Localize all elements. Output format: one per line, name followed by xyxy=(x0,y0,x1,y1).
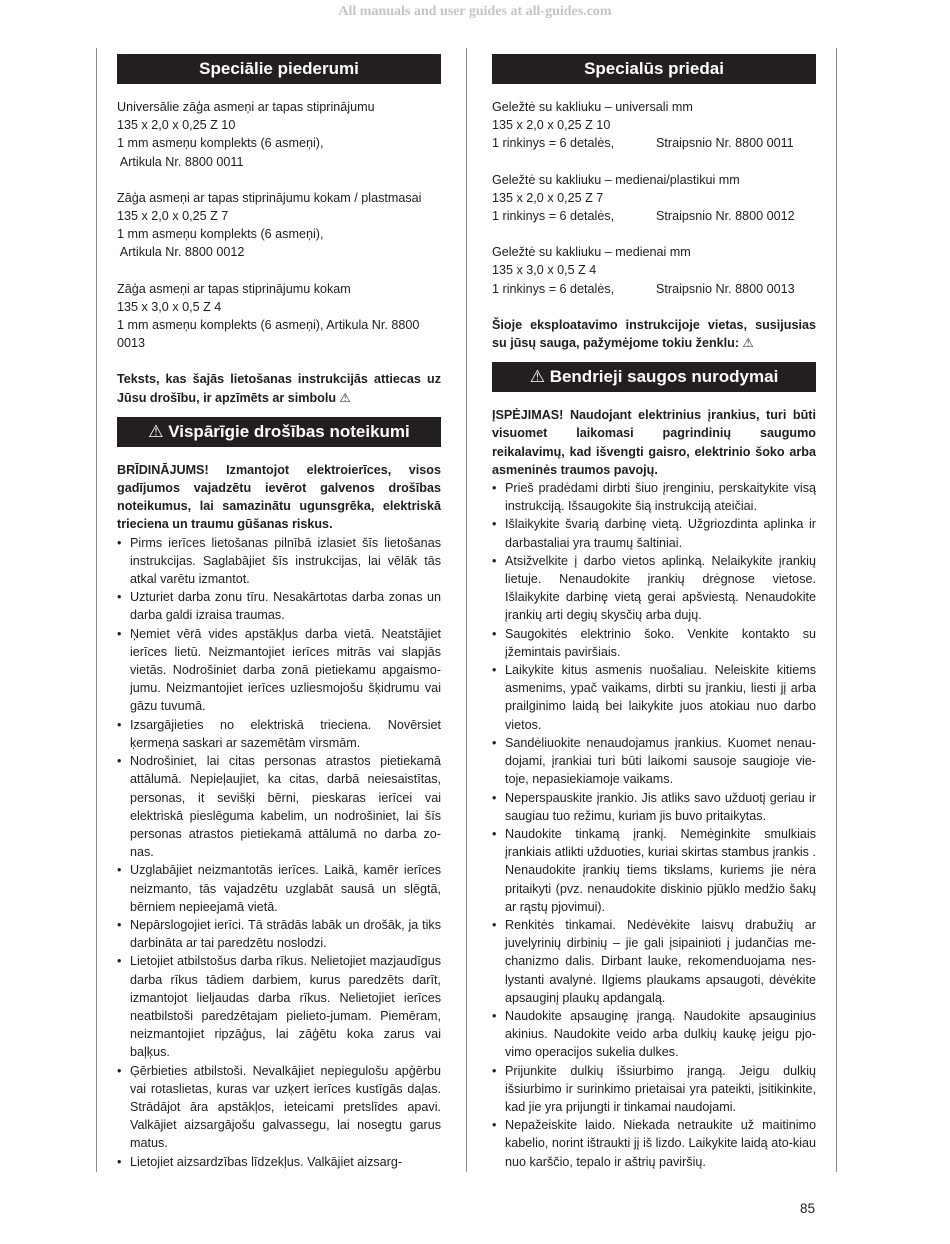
accessory-item xyxy=(492,243,816,298)
accessory-set: 1 mm asmeņu komplekts (6 asmeņi), Artikula Nr. 8800 0013 xyxy=(117,318,420,351)
list-item: • Prijunkite dulkių išsiurbimo įrangą. Jeigu dulkių išsiurbimo ir surinkimo prietaisai yra pateikti, įsitikinkite, kad jie yra prijungti ir tinkamai naudojami. xyxy=(492,1062,816,1117)
list-item: • Nepārslogojiet ierīci. Tā strādās labāk un drošāk, ja tiks darbināta ar tai paredzētu noslodzi. xyxy=(117,916,441,952)
accessory-dimensions: 135 x 3,0 x 0,5 Z 4 xyxy=(117,299,222,314)
accessory-item xyxy=(492,171,816,226)
accessory-set-row xyxy=(492,280,816,298)
list-item: • Atsižvelkite į darbo vietos aplinką. Nelaikykite įrankių lietuje. Nenaudokite įrankių drėgnose vietose. Išlaikykite darbinę vietą gerai apšviestą. Nenaudokite įrankių arti degių skysčių arba dujų. xyxy=(492,552,816,625)
warning-intro: BRĪDINĀJUMS! Izmantojot elektroierīces, visos gadījumos vajadzētu ievērot galvenos drošības noteikumus, lai samazinātu ugunsgrēka, elektriskā trieciena un traumu gūšanas riskus. xyxy=(117,462,441,532)
list-item: • Naudokite apsauginę įrangą. Naudokite apsauginius akinius. Naudokite veido arba dulkių kaukę jeigu pjo-vimo operacijos sukelia dulkes. xyxy=(492,1007,816,1062)
list-item: • Sandėliuokite nenaudojamus įrankius. Kuomet nenau-dojami, įrankiai turi būti laikomi sausoje saugioje vie-toje, nepasiekiamoje vaikams. xyxy=(492,734,816,789)
watermark: All manuals and user guides at all-guides.com xyxy=(338,4,612,19)
accessory-title: Geležtė su kakliuku – medienai mm xyxy=(492,245,691,260)
list-item: • Saugokitės elektrinio šoko. Venkite kontakto su įžemintais paviršiais. xyxy=(492,625,816,661)
accessory-title: Zāģa asmeņi ar tapas stiprinājumu kokam / plastmasai xyxy=(117,190,422,205)
list-item: • Izsargājieties no elektriskā trieciena. Novērsiet ķermeņa saskari ar sazemētām virsmām. xyxy=(117,716,441,752)
accessory-article: Artikula Nr. 8800 0011 xyxy=(117,154,244,169)
accessory-set: 1 rinkinys = 6 detalės, xyxy=(492,209,615,224)
accessory-set-row xyxy=(492,207,816,225)
accessory-article: Straipsnio Nr. 8800 0011 xyxy=(656,136,794,151)
list-item: • Lietojiet atbilstošus darba rīkus. Nelietojiet mazjaudīgus darba rīkus tādiem darbiem, kurus paredzēts darīt, izmantojot lieljaudas darba rīkus. Nelietojiet ierīces neatbilstoši paredzētajam pielieto-jumam. Piemēram, neizmantojiet ripzāģus, lai zāģētu koka zarus vai baļķus. xyxy=(117,952,441,1061)
accessory-title: Geležtė su kakliuku – medienai/plastikui mm xyxy=(492,172,740,187)
accessory-article: Artikula Nr. 8800 0012 xyxy=(117,245,245,260)
list-item: • Neperspauskite įrankio. Jis atliks savo užduotį geriau ir saugiau tuo režimu, kuriam jis buvo pritaikytas. xyxy=(492,789,816,825)
accessory-article: Straipsnio Nr. 8800 0012 xyxy=(656,209,795,224)
safety-notice-text: Šioje eksploatavimo instrukcijoje vietas, susijusias su jūsų sauga, pažymėjome tokiu ženklu: xyxy=(492,317,816,351)
column-rule-left xyxy=(96,48,97,1172)
accessory-title: Geležtė su kakliuku – universali mm xyxy=(492,100,693,114)
column-rule-middle xyxy=(466,48,467,1172)
column-rule-right xyxy=(836,48,837,1172)
list-item: • Ņemiet vērā vides apstākļus darba vietā. Neatstājiet ierīces lietū. Neizmantojiet ierīces mitrās vai slapjās vietās. Nodrošiniet darba zonā pietiekamu apgaismo-jumu. Neizmantojiet ierīces uzliesmojošu šķidrumu vai gāzu tuvumā. xyxy=(117,625,441,716)
safety-notice-text: Teksts, kas šajās lietošanas instrukcijās attiecas uz Jūsu drošību, ir apzīmēts ar simbolu xyxy=(117,372,441,405)
accessory-set: 1 rinkinys = 6 detalės, xyxy=(492,136,615,151)
list-item: • Laikykite kitus asmenis nuošaliau. Neleiskite kitiems asmenims, ypač vaikams, dirbti su įrankiu, liesti jį arba prailginimo laidą bei laikykite juos atokiau nuo darbo vietos. xyxy=(492,661,816,734)
list-item: • Nodrošiniet, lai citas personas atrastos pietiekamā attālumā. Nepieļaujiet, ka citas, darbā neiesaistītas, personas, it sevišķi bērni, pieskaras ierīcei vai elektriskā pieslēguma kabelim, un nodrošiniet, lai šīs personas atrastos pietiekamā attālumā no darba zo-nas. xyxy=(117,752,441,861)
accessory-set: 1 mm asmeņu komplekts (6 asmeņi), xyxy=(117,136,324,151)
list-item: • Pirms ierīces lietošanas pilnībā izlasiet šīs lietošanas instrukcijas. Saglabājiet šīs instrukcijas, lai vēlāk tās atkal varētu izmantot. xyxy=(117,534,441,589)
list-item: • Išlaikykite švarią darbinę vietą. Užgriozdinta aplinka ir darbastaliai yra traumų šaltiniai. xyxy=(492,515,816,551)
list-item: • Renkitės tinkamai. Nedėvėkite laisvų drabužių ar juvelyrinių dirbinių – jie gali įsipainioti į judančias me-chanizmo dalis. Dirbant lauke, rekomenduojama nes-lystanti avalynė. Ilgiems plaukams apsaugoti, dėvėkite apsauginį plaukų apdangalą. xyxy=(492,916,816,1007)
safety-heading-text: Bendrieji saugos nurodymai xyxy=(549,367,779,387)
safety-notice xyxy=(492,316,816,352)
right-column xyxy=(492,54,816,1171)
accessory-dimensions: 135 x 2,0 x 0,25 Z 7 xyxy=(492,190,604,205)
safety-heading-text: Vispārīgie drošības noteikumi xyxy=(168,421,410,441)
list-item: • Nepažeiskite laido. Niekada netraukite už maitinimo kabelio, norint ištraukti jį iš lizdo. Laikykite laidą ato-kiau nuo karščio, tepalo ir aštrių paviršių. xyxy=(492,1116,816,1171)
list-item: • Uzturiet darba zonu tīru. Nesakārtotas darba zonas un darba galdi izraisa traumas. xyxy=(117,588,441,624)
safety-heading xyxy=(492,362,816,392)
accessory-item xyxy=(117,189,441,262)
safety-heading xyxy=(117,417,441,447)
list-item: • Lietojiet aizsardzības līdzekļus. Valkājiet aizsarg- xyxy=(117,1153,441,1171)
left-column xyxy=(117,54,441,1171)
accessory-dimensions: 135 x 2,0 x 0,25 Z 10 xyxy=(492,118,611,133)
accessory-dimensions: 135 x 3,0 x 0,5 Z 4 xyxy=(492,263,597,278)
safety-list xyxy=(492,479,816,1171)
accessory-dimensions: 135 x 2,0 x 0,25 Z 7 xyxy=(117,209,229,224)
accessories-heading: Specialūs priedai xyxy=(492,54,816,84)
accessory-title: Universālie zāģa asmeņi ar tapas stiprinājumu xyxy=(117,100,375,114)
list-item: • Uzglabājiet neizmantotās ierīces. Laikā, kamēr ierīces neizmanto, tās vajadzētu uzglabāt sausā un slēgtā, bērniem nepieejamā vietā. xyxy=(117,861,441,916)
warning-icon: ⚠ xyxy=(529,367,545,387)
list-item: • Ģērbieties atbilstoši. Nevalkājiet nepiegulošu apģērbu vai rotaslietas, kuras var uzķert ierīces kustīgās daļas. Strādājot āra apstākļos, ieteicami pretslīdes apavi. Valkājiet aizsargājošu galvassegu, lai nosegtu garus matus. xyxy=(117,1062,441,1153)
warning-icon: ⚠ xyxy=(339,390,351,405)
accessory-set: 1 rinkinys = 6 detalės, xyxy=(492,281,615,296)
accessory-title: Zāģa asmeņi ar tapas stiprinājumu kokam xyxy=(117,281,351,296)
list-item: • Naudokite tinkamą įrankį. Nemėginkite smulkiais įrankiais atlikti užduoties, kuriai skirtas stambus įrankis . Nenaudokite įrankių tiems tikslams, kuriems jie nėra pritaikyti (pvz. nenaudokite diskinio pjūklo medžio šakų ar rąstų pjovimui). xyxy=(492,825,816,916)
safety-list xyxy=(117,534,441,1171)
accessory-article: Straipsnio Nr. 8800 0013 xyxy=(656,281,795,296)
page-number: 85 xyxy=(800,1201,816,1216)
warning-intro: ĮSPĖJIMAS! Naudojant elektrinius įrankius, turi būti visuomet laikomasi pagrindinių saugumo reikalavimų, kad išvengti gaisro, elektrinio šoko arba asmeninės traumos pavojų. xyxy=(492,408,816,477)
accessories-heading: Speciālie piederumi xyxy=(117,54,441,84)
safety-notice xyxy=(117,370,441,406)
accessory-item xyxy=(492,98,816,153)
accessory-dimensions: 135 x 2,0 x 0,25 Z 10 xyxy=(117,118,236,133)
accessory-set: 1 mm asmeņu komplekts (6 asmeņi), xyxy=(117,227,324,242)
accessory-item xyxy=(117,98,441,171)
accessory-item xyxy=(117,280,441,353)
warning-icon: ⚠ xyxy=(148,421,164,441)
warning-icon: ⚠ xyxy=(742,336,754,351)
accessory-set-row xyxy=(492,134,816,152)
list-item: • Prieš pradėdami dirbti šiuo įrenginiu, perskaitykite visą instrukciją. Išsaugokite šią instrukciją ateičiai. xyxy=(492,479,816,515)
